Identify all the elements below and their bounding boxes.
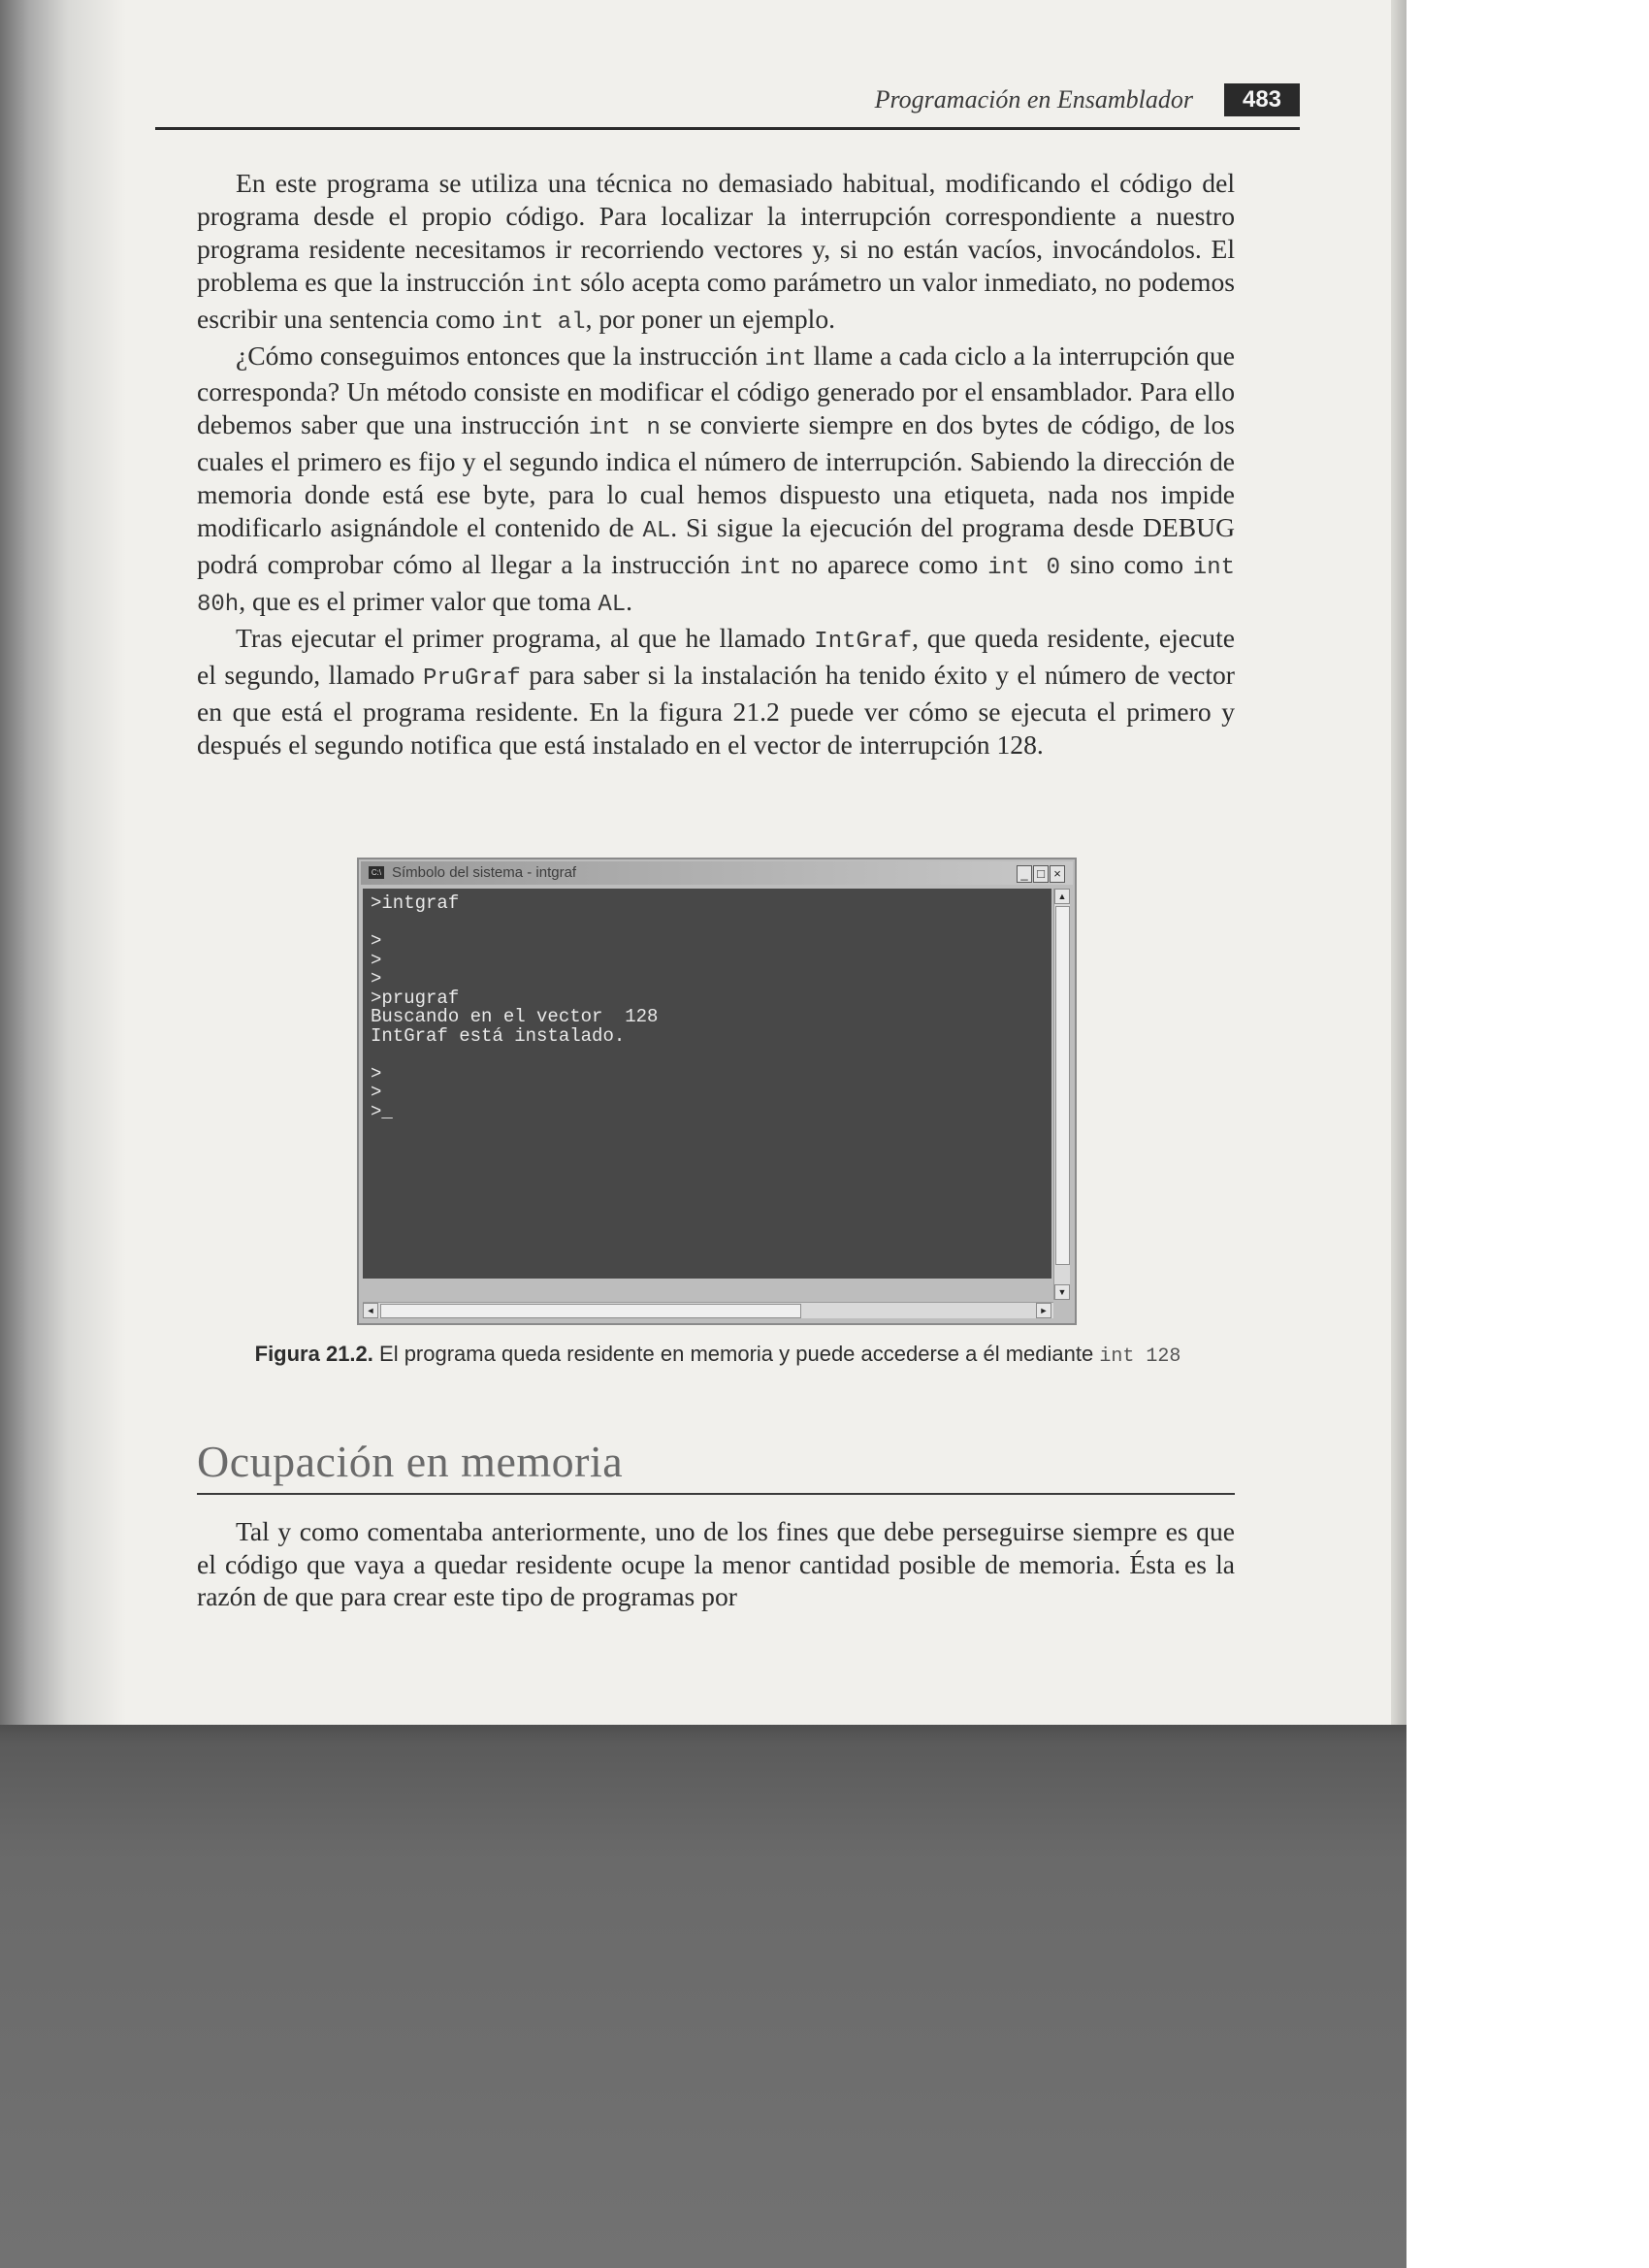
paragraph-1 [197,167,1235,340]
scroll-up-icon: ▲ [1054,889,1070,904]
scroll-right-icon: ► [1036,1303,1051,1318]
section-rule [197,1493,1235,1495]
inline-code: AL [642,518,671,545]
text-run: ¿Cómo conseguimos entonces que la instrucción [236,340,765,371]
console-line: IntGraf está instalado. [371,1024,626,1047]
section-heading: Ocupación en memoria [197,1437,624,1486]
console-line: > [371,1082,382,1103]
scroll-down-icon: ▼ [1054,1284,1070,1300]
caption-code: int 128 [1099,1345,1181,1368]
body-text [197,167,1235,761]
inline-code: int al [501,308,586,336]
page-number: 483 [1224,83,1300,116]
text-run: sólo acepta como parámetro un valor inmediato, no podemos escribir una sentencia como [197,266,1236,334]
page-edge [1391,0,1406,1725]
running-header [155,83,1300,122]
console-output [371,894,658,1121]
console-line: > [371,968,382,989]
inline-code: int [739,554,782,581]
vertical-scroll-thumb [1055,906,1070,1265]
console-line: >prugraf [371,987,460,1009]
vertical-scrollbar [1053,889,1070,1300]
inline-code: int [764,345,807,373]
section-paragraph: Tal y como comentaba anteriormente, uno de los fines que debe perseguirse siempre es que el código que vaya a quedar residente ocupe la menor cantidad posible de memoria. Ésta es la razón de que para crear este tipo de programas por [197,1516,1235,1611]
scanner-backdrop [0,1725,1406,2268]
section-body [197,1515,1235,1613]
text-run: no aparece como [781,548,988,579]
paragraph-2 [197,340,1235,622]
inline-code: AL [598,591,627,618]
running-title: Programación en Ensamblador [874,85,1193,113]
console-line [371,914,658,933]
minimize-icon: _ [1017,865,1032,883]
inline-code: IntGraf [814,628,913,655]
text-run: para saber si la instalación ha tenido éxito y el número de vector en que está el programa residente. En la figura 21.2 puede ver cómo se ejecuta el primero y después el segundo notifica que está instalado en el vector de interrupción 128. [197,659,1235,760]
console-window-figure [357,858,1077,1325]
text-run: , que es el primer valor que toma [239,585,598,616]
caption-text: El programa queda residente en memoria y puede accederse a él mediante [372,1342,1100,1366]
console-line: >_ [371,1100,393,1122]
console-screen [363,889,1051,1279]
text-run: sino como [1060,548,1193,579]
console-line: Buscando en el vector 128 [371,1006,659,1027]
header-rule [155,127,1300,130]
close-icon: × [1050,865,1065,883]
paragraph-3 [197,622,1235,761]
figure-caption [242,1341,1193,1370]
maximize-icon: □ [1033,865,1049,883]
console-line: > [371,1062,382,1085]
text-run: , por poner un ejemplo. [585,303,836,334]
console-line: > [371,949,382,971]
text-run: llame a cada ciclo a la interrupción que corresponda? Un método consiste en modificar el código generado por el ensamblador. Para ello debemos saber que una instrucción [197,340,1236,440]
console-app-icon: C:\ [369,866,384,879]
horizontal-scrollbar [363,1302,1053,1318]
inline-code: PruGraf [422,664,521,692]
inline-code: int 80h [197,554,1236,618]
console-titlebar [361,861,1073,885]
console-line: > [371,930,382,952]
horizontal-scroll-thumb [380,1304,801,1318]
text-run: . [626,585,633,616]
inline-code: int n [588,415,661,442]
scroll-left-icon: ◄ [363,1303,378,1318]
text-run: . Si sigue la ejecución del programa desde DEBUG podrá comprobar cómo al llegar a la instrucción [197,512,1235,579]
console-title: Símbolo del sistema - intgraf [392,864,577,881]
caption-label: Figura 21.2. [254,1342,373,1366]
text-run: En este programa se utiliza una técnica no demasiado habitual, modificando el código del programa desde el propio código. Para localizar la interrupción correspondiente a nuestro programa residente necesitamos ir recorriendo vectores y, si no están vacíos, invocándolos. El problema es que la instrucción [197,168,1235,297]
text-run: , que queda residente, ejecute el segundo, llamado [197,622,1235,690]
text-run: se convierte siempre en dos bytes de código, de los cuales el primero es fijo y el segundo indica el número de interrupción. Sabiendo la dirección de memoria donde está ese byte, para lo cual hemos dispuesto una etiqueta, nada nos impide modificarlo asignándole el contenido de [197,409,1235,543]
text-run: Tras ejecutar el primer programa, al que he llamado [236,622,815,653]
console-line: >intgraf [371,892,460,914]
inline-code: int [531,272,574,299]
console-line [371,1046,658,1065]
inline-code: int 0 [987,554,1061,581]
binding-shadow [0,0,126,1725]
